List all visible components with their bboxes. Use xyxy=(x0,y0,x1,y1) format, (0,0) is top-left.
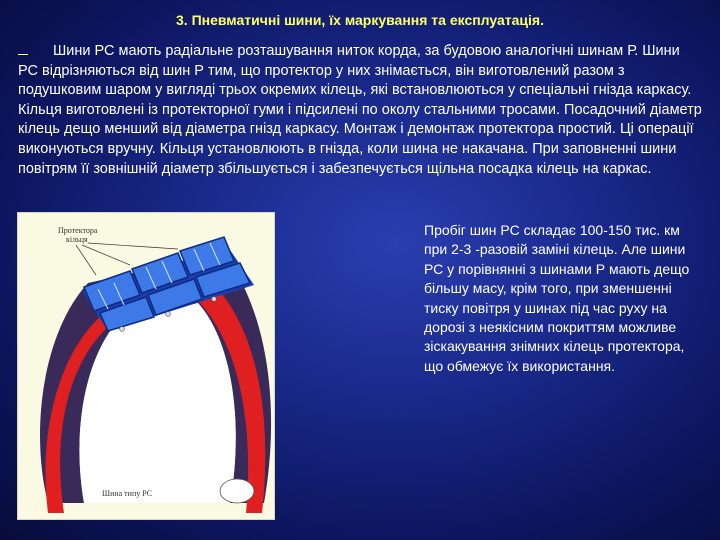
stamp-seal xyxy=(220,479,254,503)
label-rings-line2: кільця xyxy=(66,235,88,244)
label-rings-line1: Протектора xyxy=(58,226,98,235)
tire-cross-section-drawing xyxy=(18,213,274,519)
tire-illustration xyxy=(17,212,275,520)
intro-paragraph xyxy=(18,42,702,179)
side-paragraph: Пробіг шин РС складає 100-150 тис. км при 2-3 -разовій заміні кілець. Але шини РС у порівнянні з шинами Р мають дещо більшу масу, крім того, при зменшенні тиску повітря у шинах під час руху на дорозі з неякісним покриттям можливе зіскакування знімних кілець протектора, що обмежує їх використання. xyxy=(424,222,690,374)
figure-caption: Шина типу РС xyxy=(102,489,153,498)
underline-mark xyxy=(18,42,28,55)
intro-text: Шини РС мають радіальне розташування ниток корда, за будовою аналогічні шинам Р. Шини РС відрізняються від шин Р тим, що протектор у них знімається, він виготовлений разом з подушковим шаром у вигляді трьох окремих кілець, які встановлюються у спеціальні гнізда каркасу. Кільця виготовлені із протекторної гуми і підсилені по околу стальними тросами. Посадочний діаметр кілець дещо менший від діаметра гнізд каркасу. Монтаж і демонтаж протектора простий. Ці операції виконуються вручну. Кільця установлюють в гнізда, коли шина не накачана. При заповненні шини повітрям її зовнішній діаметр збільшується і забезпечується щільна посадка кілець на каркас. xyxy=(18,43,702,177)
slide-title: 3. Пневматичні шини, їх маркування та експлуатація. xyxy=(176,12,544,28)
